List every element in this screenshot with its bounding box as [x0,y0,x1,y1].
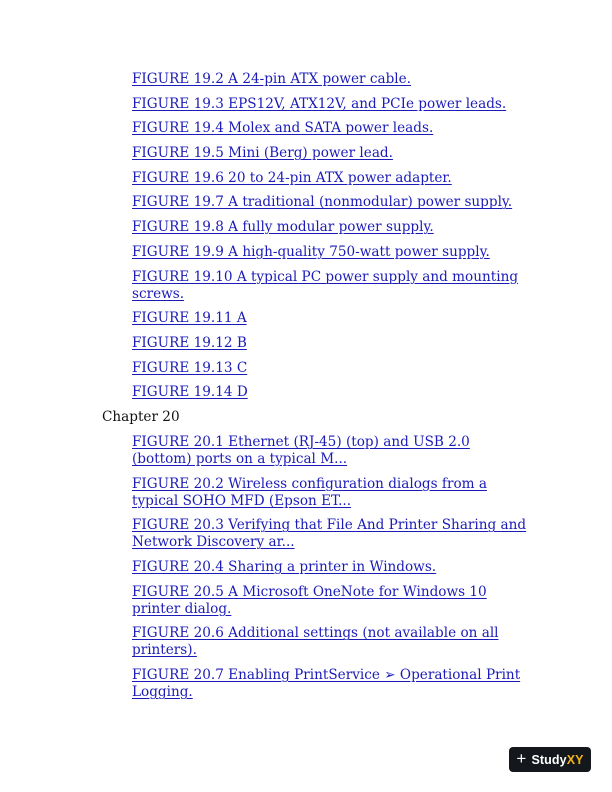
toc-link[interactable]: FIGURE 19.2 A 24-pin ATX power cable. [132,71,411,87]
toc-link[interactable]: FIGURE 19.6 20 to 24-pin ATX power adapter. [132,169,452,186]
toc-link[interactable]: FIGURE 19.8 A fully modular power supply. [132,219,434,236]
toc-link[interactable]: FIGURE 20.3 Verifying that File And Printer Sharing and Network Discovery ar... [132,517,527,551]
toc-link[interactable]: FIGURE 19.14 D [132,384,248,401]
toc-link[interactable]: FIGURE 19.9 A high-quality 750-watt power supply. [132,243,490,260]
badge-text-accent: XY [566,752,584,767]
toc-link[interactable]: FIGURE 19.5 Mini (Berg) power lead. [132,145,393,162]
toc-link[interactable]: FIGURE 20.5 A Microsoft OneNote for Windows 10 printer dialog. [132,583,487,617]
badge-text-main: Study [531,752,567,767]
toc-link[interactable]: FIGURE 20.1 Ethernet (RJ-45) (top) and USB 2.0 (bottom) ports on a typical M... [132,433,470,467]
toc-link[interactable]: FIGURE 19.4 Molex and SATA power leads. [132,120,434,137]
toc-link[interactable]: FIGURE 19.12 B [132,334,247,351]
toc-link[interactable]: FIGURE 20.6 Additional settings (not available on all printers). [132,625,499,659]
toc-link[interactable]: FIGURE 19.13 C [132,359,248,376]
toc-link[interactable]: FIGURE 19.7 A traditional (nonmodular) power supply. [132,194,513,211]
toc-link[interactable]: FIGURE 19.10 A typical PC power supply and mounting screws. [132,268,519,302]
toc-link[interactable]: FIGURE 20.2 Wireless configuration dialogs from a typical SOHO MFD (Epson ET... [132,475,487,509]
plus-icon: + [516,749,527,768]
chapter-heading: Chapter 20 [102,408,180,425]
table-of-contents [0,71,612,709]
toc-link[interactable]: FIGURE 20.4 Sharing a printer in Windows. [132,559,437,575]
toc-link[interactable]: FIGURE 19.3 EPS12V, ATX12V, and PCIe power leads. [132,95,507,112]
toc-link[interactable]: FIGURE 20.7 Enabling PrintService ➢ Operational Print Logging. [132,667,521,701]
studyxy-badge[interactable] [509,747,591,772]
toc-link[interactable]: FIGURE 19.11 A [132,310,247,327]
